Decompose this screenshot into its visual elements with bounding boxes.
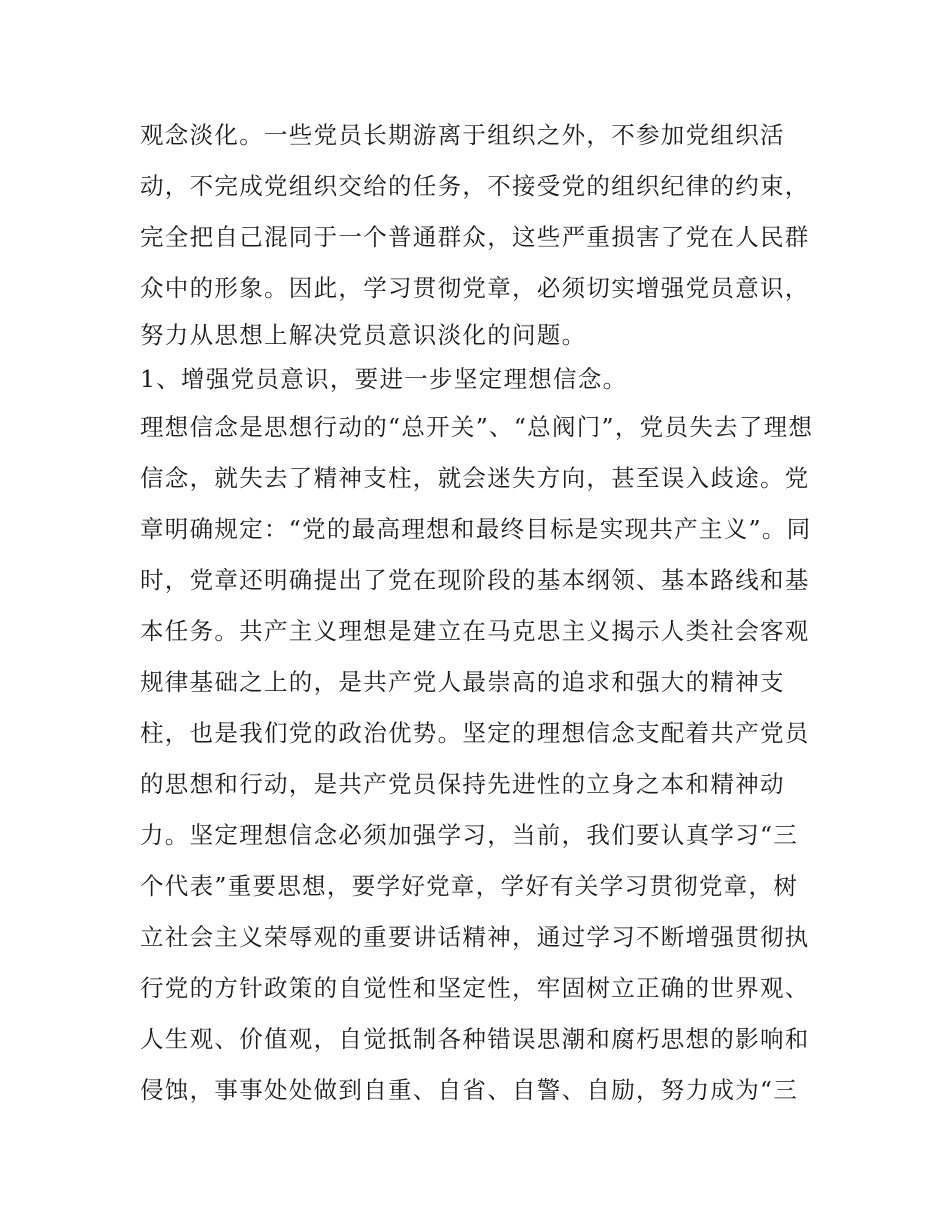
paragraph-line: 信念，就失去了精神支柱，就会迷失方向，甚至误入歧途。党 [140,464,810,492]
document-body [140,110,820,1116]
paragraph-line: 章明确规定：“党的最高理想和最终目标是实现共产主义”。同 [140,515,812,543]
paragraph-line: 力。坚定理想信念必须加强学习，当前，我们要认真学习“三 [140,821,799,849]
paragraph-line: 努力从思想上解决党员意识淡化的问题。 [140,321,587,349]
paragraph-line: 柱，也是我们党的政治优势。坚定的理想信念支配着共产党员 [140,719,810,747]
paragraph-line: 规律基础之上的，是共产党人最崇高的追求和强大的精神支 [140,668,785,696]
paragraph-line: 人生观、价值观，自觉抵制各种错误思潮和腐朽思想的影响和 [140,1025,810,1053]
paragraph-line: 理想信念是思想行动的“总开关”、“总阀门”，党员失去了理想 [140,413,814,441]
paragraph-line: 本任务。共产主义理想是建立在马克思主义揭示人类社会客观 [140,617,810,645]
paragraph-line: 行党的方针政策的自觉性和坚定性，牢固树立正确的世界观、 [140,974,810,1002]
paragraph-line: 动，不完成党组织交给的任务，不接受党的组织纪律的约束， [140,172,810,200]
section-heading: 1、增强党员意识，要进一步坚定理想信念。 [140,365,628,393]
paragraph-line: 侵蚀，事事处处做到自重、自省、自警、自励，努力成为“三 [140,1076,799,1104]
paragraph-line: 众中的形象。因此，学习贯彻党章，必须切实增强党员意识， [140,274,810,302]
paragraph-line: 观念淡化。一些党员长期游离于组织之外，不参加党组织活 [140,121,785,149]
paragraph-line: 时，党章还明确提出了党在现阶段的基本纲领、基本路线和基 [140,566,810,594]
paragraph-line: 的思想和行动，是共产党员保持先进性的立身之本和精神动 [140,770,785,798]
paragraph-line: 完全把自己混同于一个普通群众，这些严重损害了党在人民群 [140,223,810,251]
paragraph-line: 立社会主义荣辱观的重要讲话精神，通过学习不断增强贯彻执 [140,923,810,951]
paragraph-line: 个代表”重要思想，要学好党章，学好有关学习贯彻党章，树 [140,872,799,900]
